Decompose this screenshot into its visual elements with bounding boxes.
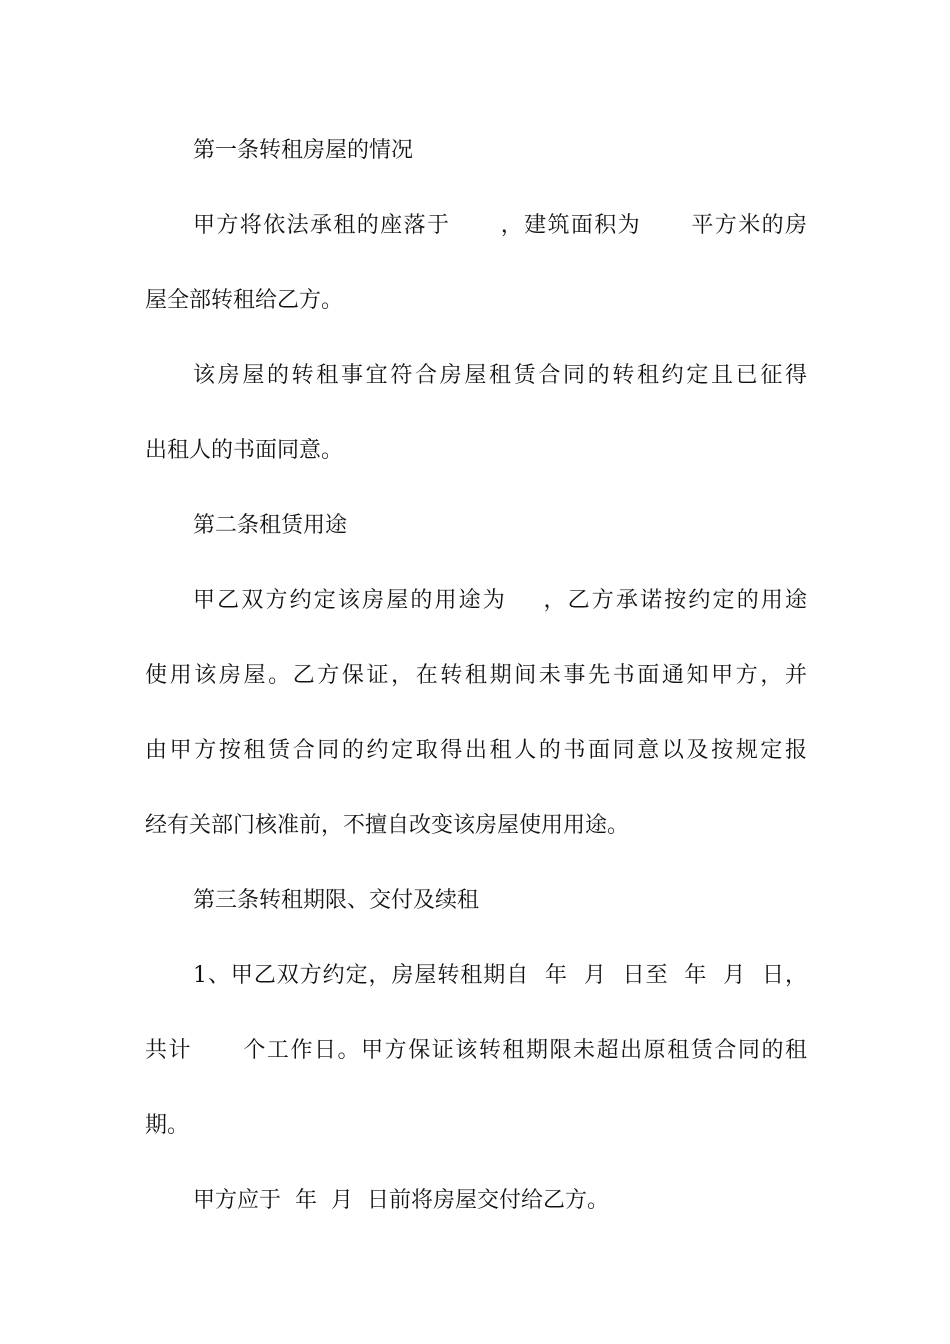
paragraph-line: 甲方将依法承租的座落于 ，建筑面积为 平方米的房	[193, 213, 807, 238]
paragraph-line: 屋全部转租给乙方。	[145, 288, 344, 313]
paragraph-line: 使用该房屋。乙方保证，在转租期间未事先书面通知甲方，并	[145, 663, 807, 688]
paragraph-line: 甲乙双方约定该房屋的用途为 ，乙方承诺按约定的用途	[193, 588, 807, 613]
paragraph-line: 经有关部门核准前，不擅自改变该房屋使用用途。	[145, 813, 630, 838]
article-1-heading: 第一条转租房屋的情况	[193, 138, 414, 163]
paragraph-line: 由甲方按租赁合同的约定取得出租人的书面同意以及按规定报	[145, 738, 807, 763]
article-2-heading: 第二条租赁用途	[193, 513, 348, 538]
paragraph-line: 该房屋的转租事宜符合房屋租赁合同的转租约定且已征得	[193, 363, 807, 388]
paragraph-line: 甲方应于 年 月 日前将房屋交付给乙方。	[193, 1188, 609, 1213]
paragraph-line: 共计 个工作日。甲方保证该转租期限未超出原租赁合同的租	[145, 1038, 807, 1063]
article-3-heading: 第三条转租期限、交付及续租	[193, 888, 480, 913]
paragraph-line: 1、甲乙双方约定，房屋转租期自 年 月 日至 年 月 日，	[193, 963, 807, 988]
paragraph-line: 出租人的书面同意。	[145, 438, 344, 463]
paragraph-line: 期。	[145, 1113, 190, 1138]
